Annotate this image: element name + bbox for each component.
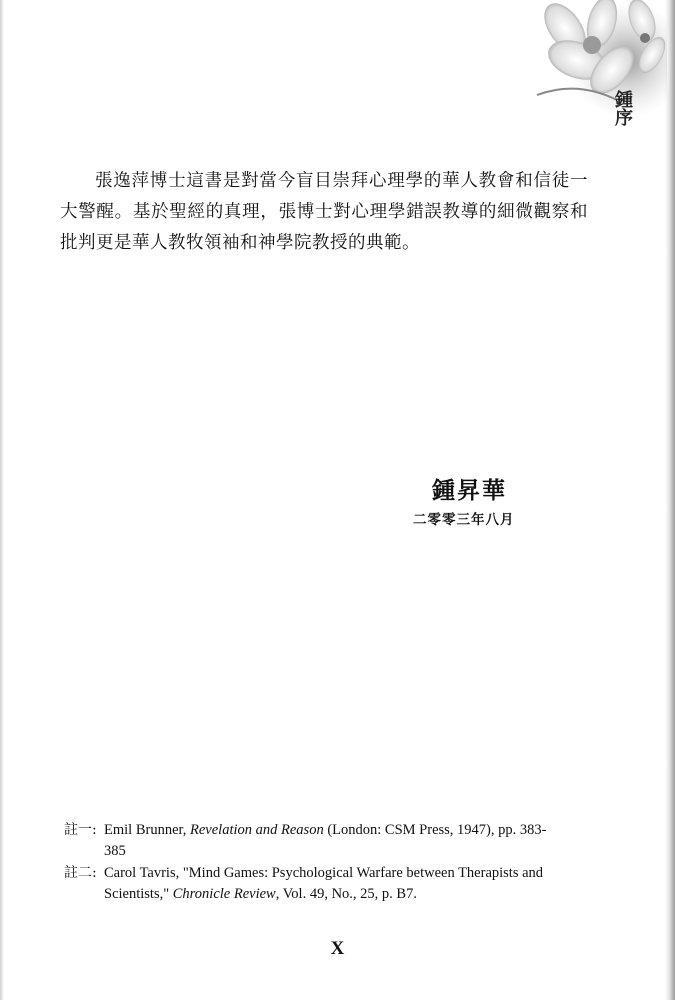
footnote-2 [64,863,564,905]
page-left-edge [0,0,4,1000]
footnotes [64,820,564,906]
footnote-author: Carol Tavris, "Mind Games: Psychological Warfare between Therapists and Scientists," [104,865,544,902]
footnote-citation: (London: CSM Press, 1947), pp. 383-385 [104,822,547,859]
footnote-author: Emil Brunner, [104,822,191,838]
flower-icon [517,0,667,140]
author-signature: 鍾昇華 [432,477,507,504]
page-number: X [330,938,345,959]
signature-date: 二零零三年八月 [413,512,515,528]
footnote-1 [64,820,564,862]
section-mark: 鍾序 [612,90,633,126]
footnote-title: Revelation and Reason [190,822,324,838]
footnote-title: Chronicle Review [172,886,276,902]
footnote-marker: 註一: [64,822,97,838]
footnote-text [104,863,564,905]
preface-paragraph: 張逸萍博士這書是對當今盲目崇拜心理學的華人教會和信徒一大警醒。基於聖經的真理，張博士對心理學錯誤教導的細微觀察和批判更是華人教牧領袖和神學院教授的典範。 [60,171,588,253]
footnote-citation: , Vol. 49, No., 25, p. B7. [275,886,417,902]
preface-body [60,166,588,259]
footnote-marker: 註二: [64,865,97,881]
footnote-text [104,820,564,862]
page-right-edge [665,0,675,1000]
